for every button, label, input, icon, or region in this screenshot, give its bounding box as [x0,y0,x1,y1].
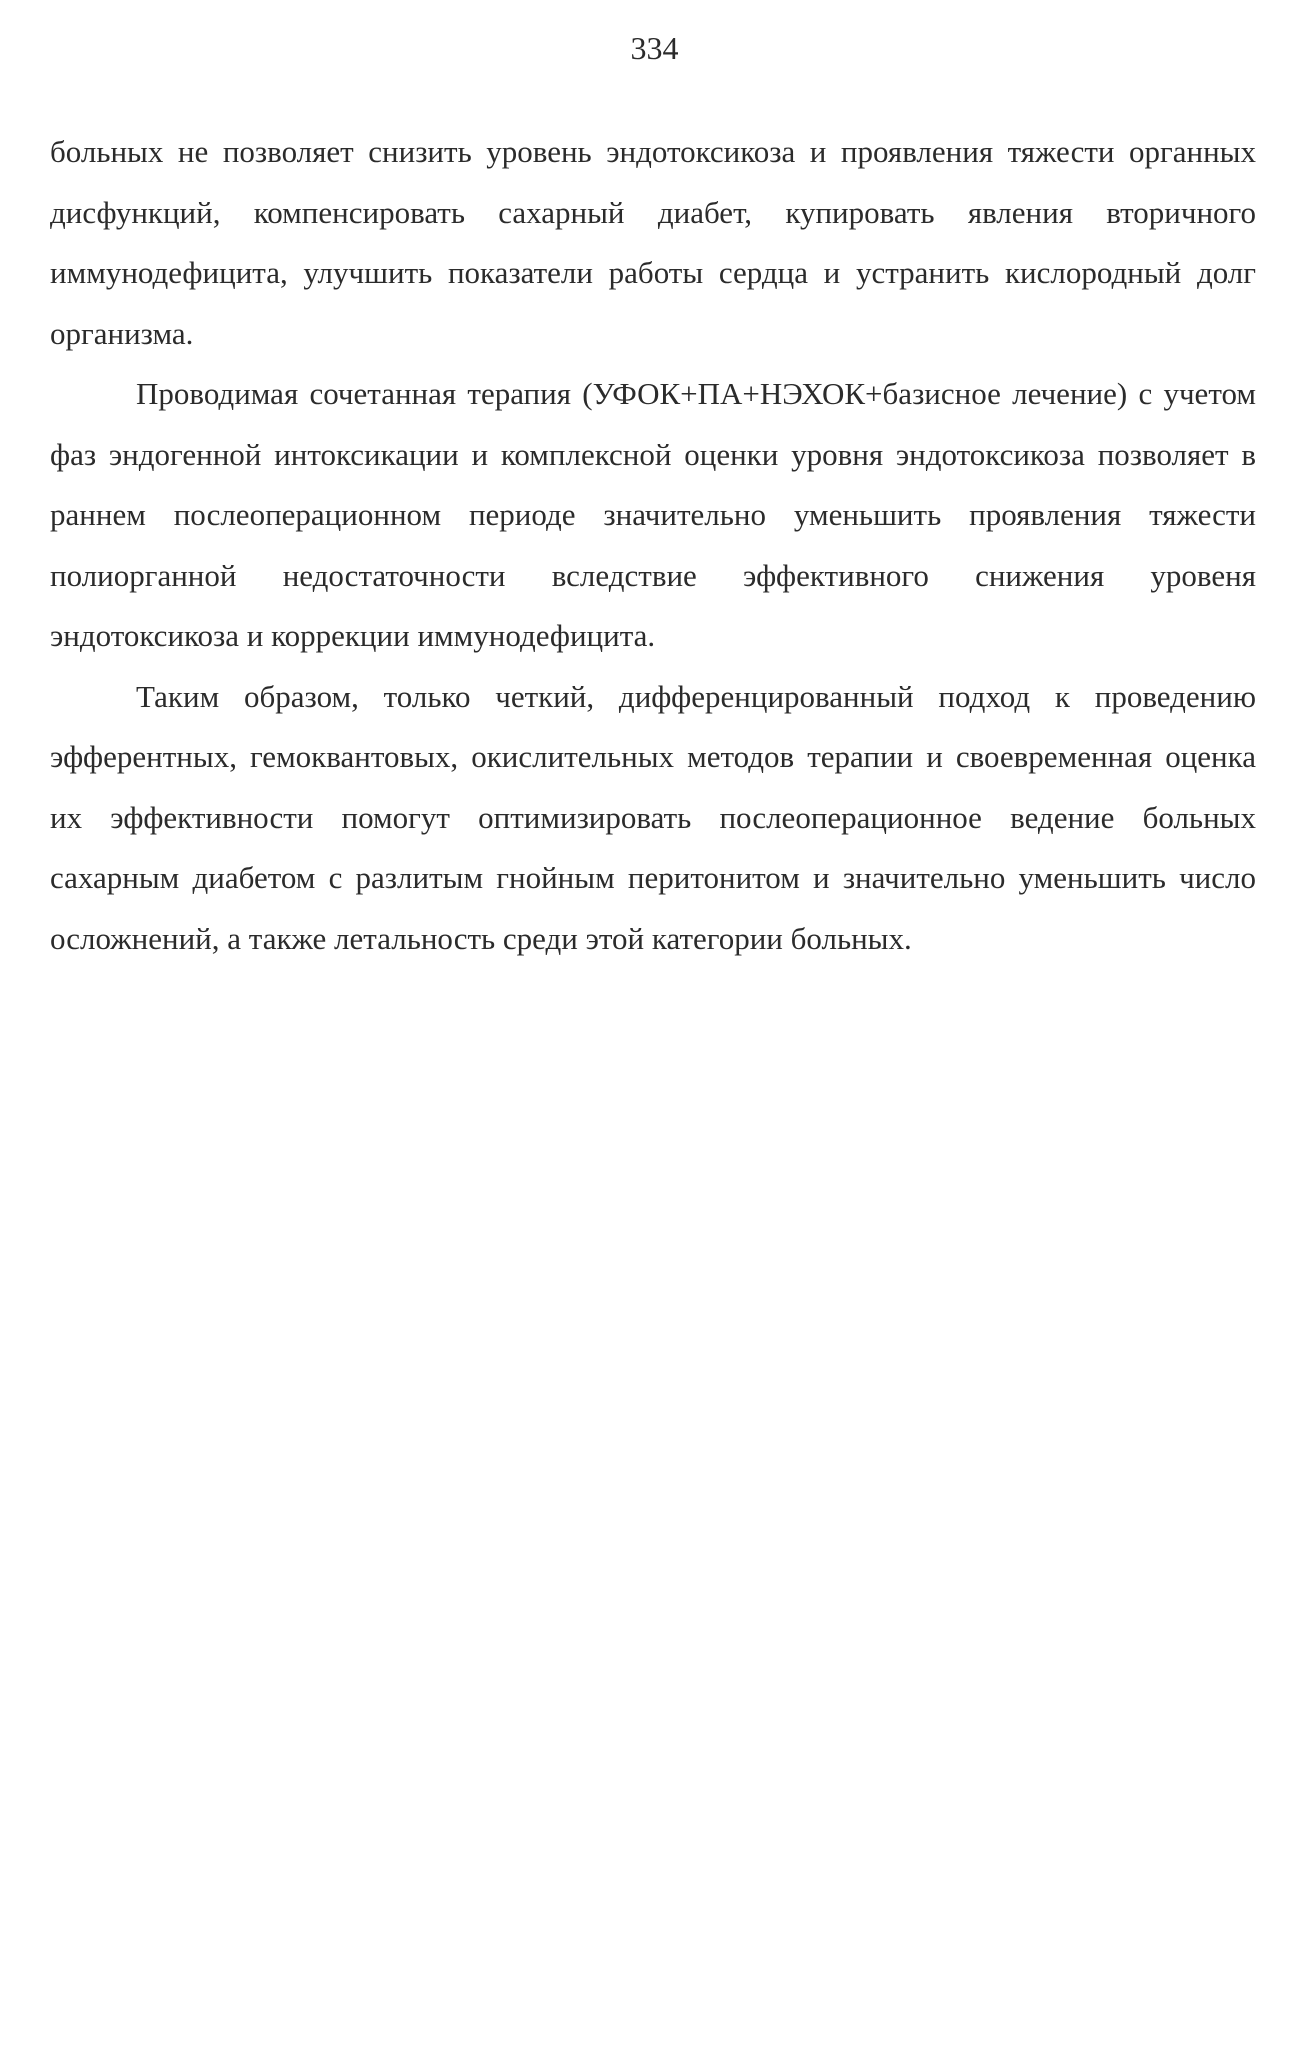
body-text [50,122,1256,969]
paragraph-combined-therapy: Проводимая сочетанная терапия (УФОК+ПА+НЭХОК+базисное лечение) с учетом фаз эндогенной интоксикации и комплексной оценки уровня эндотоксикоза позволяет в раннем послеоперационном периоде значительно уменьшить проявления тяжести полиорганной недостаточности вследствие эффективного снижения уровеня эндотоксикоза и коррекции иммунодефицита. [50,376,1256,653]
paragraph-continuation: больных не позволяет снизить уровень эндотоксикоза и проявления тяжести органных дисфункций, компенсировать сахарный диабет, купировать явления вторичного иммунодефицита, улучшить показатели работы сердца и устранить кислородный долг организма. [50,134,1256,351]
page-number: 334 [630,30,679,66]
paragraph-conclusion: Таким образом, только четкий, дифференцированный подход к проведению эфферентных, гемоквантовых, окислительных методов терапии и своевременная оценка их эффективности помогут оптимизировать послеоперационное ведение больных сахарным диабетом с разлитым гнойным перитонитом и значительно уменьшить число осложнений, а также летальность среди этой категории больных. [50,678,1256,956]
